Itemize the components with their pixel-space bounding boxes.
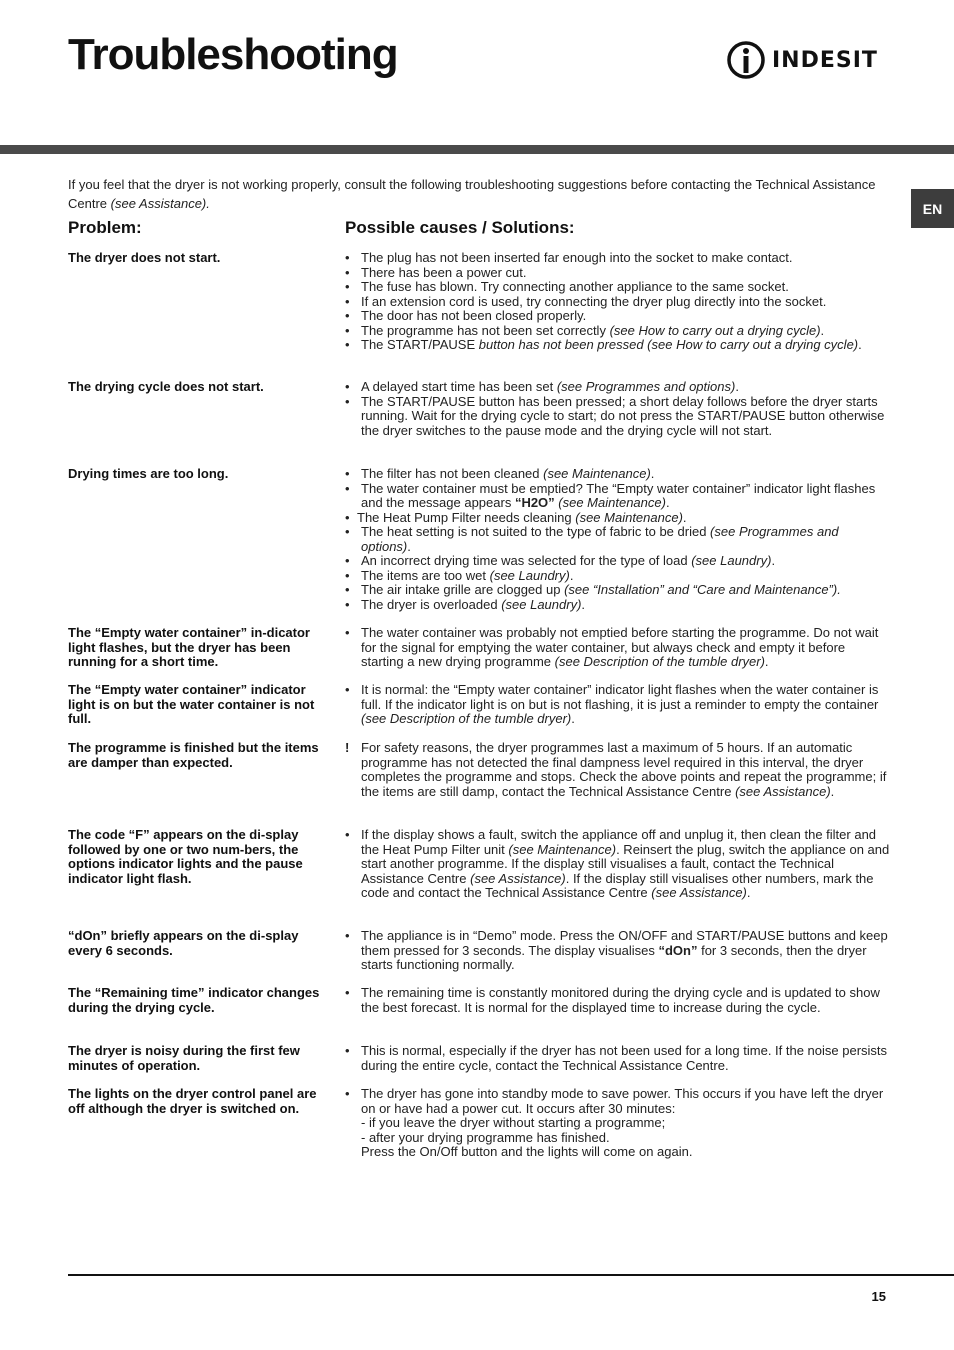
solution-text: . [830,783,835,799]
solution-item [345,467,890,482]
bullet-icon: • [345,827,350,842]
intro-paragraph [68,175,888,213]
reference-text: (see Maintenance) [575,509,683,525]
reference-text: button has not been pressed (see How to carry out a drying cycle) [478,337,859,352]
bullet-icon: • [345,279,350,294]
solution-text: A delayed start time has been set [361,379,557,394]
page-title: Troubleshooting [68,30,398,79]
solution-list [345,683,890,727]
solution-item [345,295,890,310]
solution-text: This is normal, especially if the dryer has not been used for a long time. If the noise persists during the entire cycle, contact the Technical Assistance Centre. [361,1043,888,1073]
solution-text: The fuse has blown. Try connecting another appliance to the same socket. [361,279,789,294]
bullet-icon: • [345,250,350,265]
solution-text: The filter has not been cleaned [361,466,544,481]
solution-text: The Heat Pump Filter needs cleaning [357,509,576,525]
page-number: 15 [871,1289,886,1304]
bullet-icon: • [345,308,350,323]
solution-text: The door has not been closed properly. [361,308,587,323]
bullet-icon: • [345,264,350,280]
reference-text: (see Maintenance) [543,466,651,481]
brand-logo [726,40,878,80]
solution-text: The items are too wet [361,567,490,583]
solution-text: An incorrect drying time was selected for the type of load [361,553,692,568]
solution-item [345,280,890,295]
problem-text: The “Remaining time” indicator changes during the drying cycle. [68,985,320,1015]
reference-text: (see Assistance) [735,783,831,799]
reference-text: (see “Installation” and “Care and Maintenance”). [564,582,841,597]
solution-list [345,1044,890,1073]
problem-text: The programme is finished but the items are damper than expected. [68,740,319,770]
solution-item [345,1044,890,1073]
reference-text: (see Laundry) [489,567,570,583]
bullet-icon: • [345,682,350,697]
solution-text: The dryer is overloaded [361,596,502,612]
footer-divider [68,1274,954,1276]
reference-text: (see Programmes and options) [556,379,736,394]
solution-text: The water container was probably not emptied before starting the programme. Do not wait for the signal for emptying the water container, but always check and empty it before starting a new drying programme [361,625,879,669]
solution-text: The appliance is in “Demo” mode. Press the ON/OFF and START/PAUSE buttons and keep them pressed for 3 seconds. The display visualises [361,928,888,958]
solution-item [345,929,890,973]
solution-text: . [581,596,586,612]
solution-item [345,251,890,266]
solution-text: . [820,322,825,338]
solution-list [345,741,890,799]
solution-list [345,380,890,438]
brand-name: INDESIT [772,47,878,73]
solution-item [345,583,890,598]
solution-text: . [746,885,751,900]
problem-text: Drying times are too long. [68,466,229,481]
solution-item [345,554,890,569]
solution-item [345,395,890,439]
language-tab: EN [911,189,954,228]
bullet-icon: • [345,509,350,525]
solution-item [345,683,890,727]
problem-text: The dryer is noisy during the first few minutes of operation. [68,1043,300,1073]
intro-reference: (see Assistance). [110,196,210,211]
solution-item [345,598,890,613]
bullet-icon: • [345,337,350,352]
solution-text: The START/PAUSE button has been pressed; a short delay follows before the dryer starts running. Wait for the drying cycle to start; do not press the START/PAUSE button otherwise the dryer switches to the pause mode and the drying cycle will not start. [361,393,885,438]
intro-text: If you feel that the dryer is not working properly, consult the following troubleshooting suggestions before contacting the Technical Assistance Centre [68,177,876,211]
warning-icon: ! [345,740,350,755]
solution-line: - after your drying programme has finished. [361,1129,610,1145]
solution-text: . [665,495,670,510]
solution-item [345,309,890,324]
solution-text: . [569,567,574,583]
solution-item [345,525,890,554]
problem-text: The lights on the dryer control panel are off although the dryer is switched on. [68,1086,317,1116]
emphasis-code: “dOn” [658,942,698,958]
solution-text: . If the display still visualises other numbers, mark the code and contact the Technical Assistance Centre [361,870,874,900]
bullet-icon: • [345,466,350,481]
reference-text: (see Maintenance) [554,495,666,510]
bullet-icon: • [345,393,350,409]
reference-text: (see Description of the tumble dryer) [554,654,765,669]
solution-text: For safety reasons, the dryer programmes last a maximum of 5 hours. If an automatic programme has not detected the final dampness level required in this interval, the dryer completes the programme and stops. Check the above points and repeat the programme; if the items are still damp, contact the Technical Assistance Centre [361,740,887,799]
bullet-icon: • [345,1086,350,1101]
solution-item [345,324,890,339]
bullet-icon: • [345,379,350,394]
bullet-icon: • [345,322,350,338]
problem-text: The code “F” appears on the di-splay followed by one or two num-bers, the options indicator lights and the pause indicator light flash. [68,827,303,886]
solution-text: The dryer has gone into standby mode to save power. This occurs if you have left the dryer on or have had a power cut. It occurs after 30 minutes: [361,1086,884,1116]
solution-line: - if you leave the dryer without starting a programme; [361,1115,666,1130]
solution-item [345,338,890,353]
bullet-icon: • [345,1043,350,1058]
solution-text: The START/PAUSE [361,337,479,352]
solution-text: There has been a power cut. [361,264,527,280]
solution-text: . Reinsert the plug, switch the appliance on and start another programme. If the display still visualises a fault, contact the Technical Assistance Centre [361,841,890,886]
reference-text: (see Assistance) [651,885,747,900]
solution-item [345,1087,890,1160]
solution-item [345,741,890,799]
bullet-icon: • [345,524,350,539]
problem-text: The “Empty water container” indicator light is on but the water container is not full. [68,682,315,726]
solution-text: It is normal: the “Empty water container” indicator light flashes when the water container is full. If the indicator light is on but is not flashing, it is just a reminder to empty the container [361,682,879,712]
solution-text: . [771,553,776,568]
solution-item [345,266,890,281]
problem-text: The “Empty water container” in-dicator light flashes, but the dryer has been running for a short time. [68,625,310,669]
problem-column-header: Problem: [68,218,142,237]
solution-list [345,828,890,901]
reference-text: (see Laundry) [501,596,582,612]
bullet-icon: • [345,553,350,568]
bullet-icon: • [345,480,350,496]
emphasis-code: “H2O” [514,495,555,510]
bullet-icon: • [345,567,350,583]
reference-text: (see Description of the tumble dryer) [361,711,572,726]
solution-list [345,467,890,612]
solution-text: The programme has not been set correctly [361,322,610,338]
solution-line: Press the On/Off button and the lights will come on again. [361,1144,693,1159]
solution-list [345,626,890,670]
solution-text: If an extension cord is used, try connecting the dryer plug directly into the socket. [361,293,827,309]
solution-item [345,511,890,526]
problem-text: “dOn” briefly appears on the di-splay every 6 seconds. [68,928,299,958]
solution-text: . [571,711,575,726]
solution-list [345,986,890,1015]
solution-list [345,929,890,973]
solution-list [345,1087,890,1160]
solution-item [345,828,890,901]
solution-text: . [407,538,411,554]
solution-text: . [735,379,739,394]
problem-text: The drying cycle does not start. [68,379,264,394]
reference-text: (see Assistance) [470,870,566,886]
indesit-i-icon [726,40,766,80]
solution-text: . [650,466,655,481]
problem-text: The dryer does not start. [68,250,221,265]
header-divider [0,145,954,154]
solution-item [345,986,890,1015]
solutions-column-header: Possible causes / Solutions: [345,218,575,237]
bullet-icon: • [345,928,350,943]
bullet-icon: • [345,985,350,1000]
solution-item [345,569,890,584]
solution-list [345,251,890,353]
solution-text: . [858,337,862,352]
solution-item [345,626,890,670]
solution-text: The air intake grille are clogged up [361,582,565,597]
bullet-icon: • [345,582,350,597]
bullet-icon: • [345,596,350,612]
bullet-icon: • [345,293,350,309]
solution-text: The plug has not been inserted far enough into the socket to make contact. [361,250,793,265]
solution-text: If the display shows a fault, switch the appliance off and unplug it, then clean the filter and the Heat Pump Filter unit [361,827,877,857]
solution-text: The water container must be emptied? The “Empty water container” indicator light flashes and the message appears [361,480,876,510]
reference-text: (see Maintenance) [508,841,617,857]
solution-text: for 3 seconds, then the dryer starts functioning normally. [361,942,867,972]
bullet-icon: • [345,625,350,640]
reference-text: (see Programmes and options) [361,524,839,554]
reference-text: (see Laundry) [691,553,772,568]
solution-text: The remaining time is constantly monitored during the drying cycle and is updated to show the best forecast. It is normal for the displayed time to increase during the cycle. [361,985,880,1015]
solution-text: . [682,509,687,525]
solution-item [345,482,890,511]
solution-text: . [764,654,769,669]
solution-text: The heat setting is not suited to the type of fabric to be dried [361,524,711,539]
solution-item [345,380,890,395]
reference-text: (see How to carry out a drying cycle) [609,322,821,338]
